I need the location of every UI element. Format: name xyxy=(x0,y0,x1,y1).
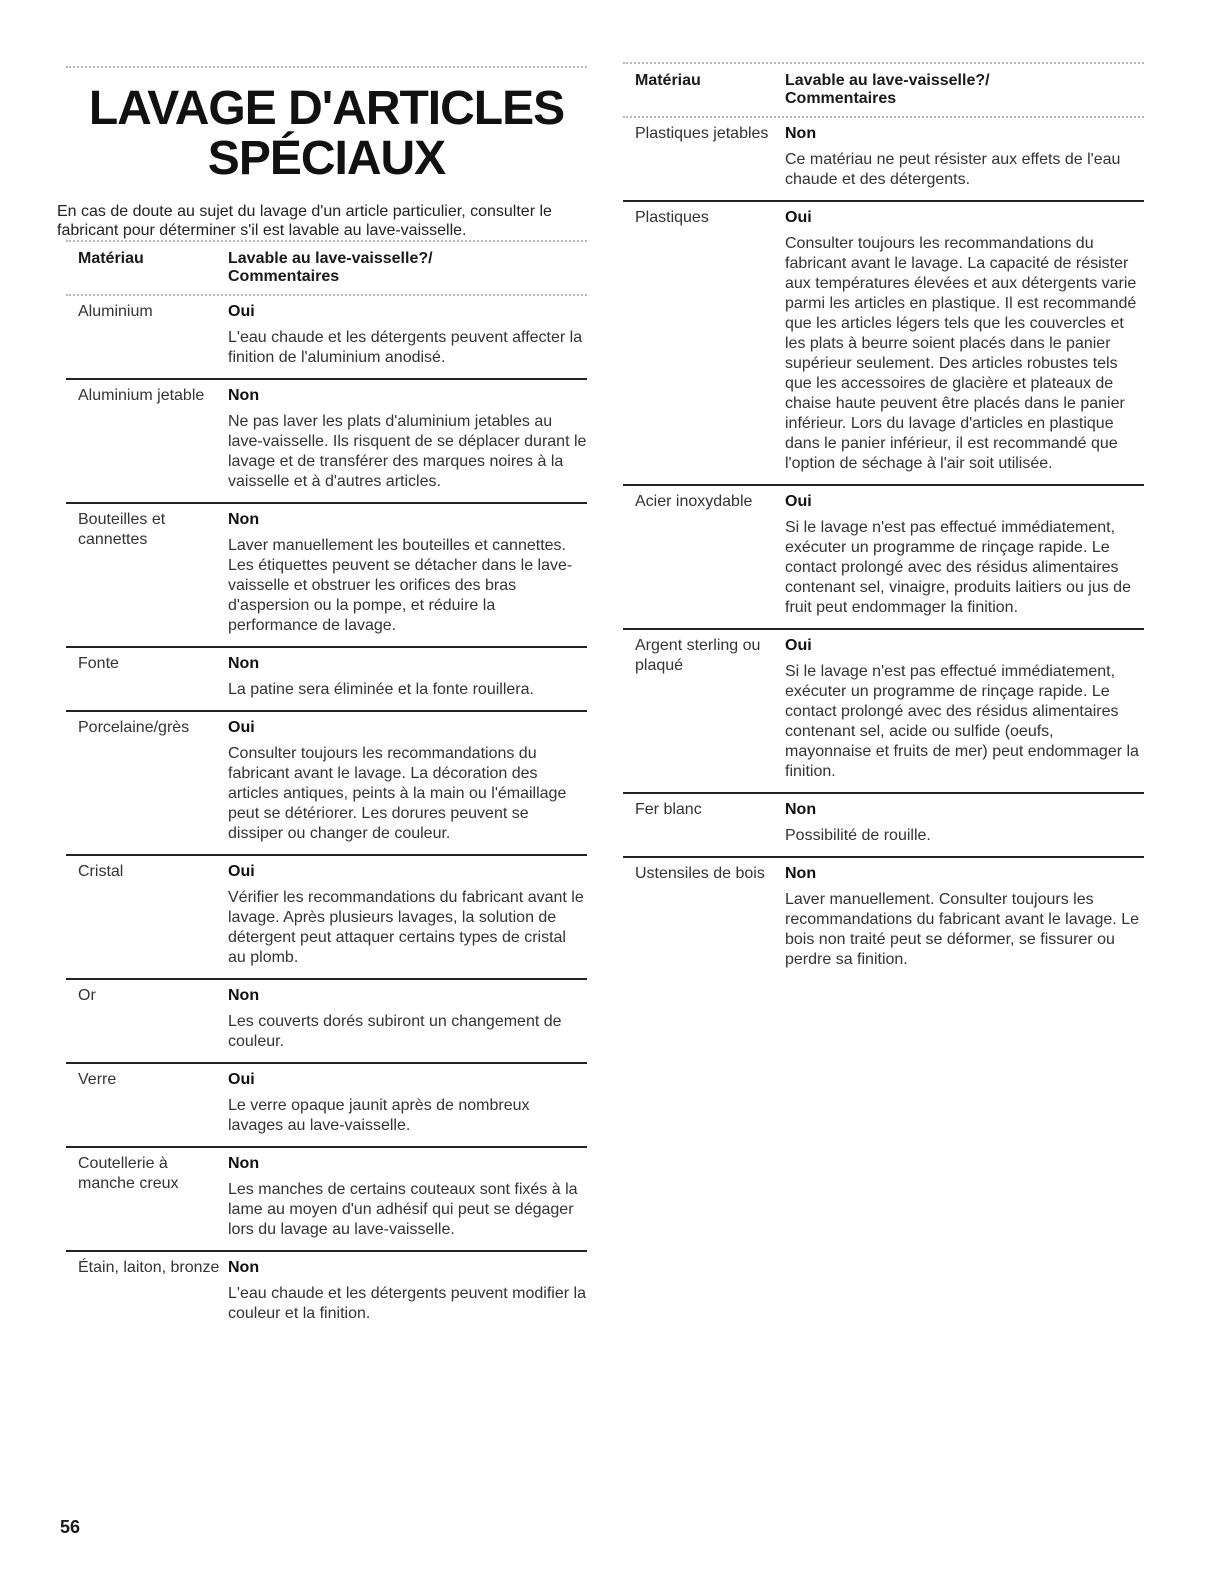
table-row xyxy=(66,1146,587,1250)
table-row xyxy=(66,378,587,502)
comment-text: Si le lavage n'est pas effectué immédiatement, exécuter un programme de rinçage rapide. Le contact prolongé avec des résidus alimentaires contenant sel, vinaigre, produits laitiers ou jus de fruit peut endommager la finition. xyxy=(785,519,1131,616)
comment-text: Les couverts dorés subiront un changement de couleur. xyxy=(228,1013,562,1050)
dishwasher-safe-answer: Oui xyxy=(785,637,812,654)
page-title: LAVAGE D'ARTICLES SPÉCIAUX xyxy=(88,82,565,185)
comment-text: Vérifier les recommandations du fabricant avant le lavage. Après plusieurs lavages, la solution de détergent peut attaquer certains types de cristal au plomb. xyxy=(228,889,584,966)
material-cell: Fer blanc xyxy=(635,801,702,818)
material-cell: Aluminium jetable xyxy=(78,387,205,404)
dishwasher-safe-answer: Non xyxy=(785,801,817,818)
table-row xyxy=(66,854,587,978)
table-row xyxy=(623,628,1144,792)
material-cell: Ustensiles de bois xyxy=(635,865,765,882)
dishwasher-safe-answer: Non xyxy=(228,1259,260,1276)
table-row xyxy=(66,646,587,710)
comment-text: Possibilité de rouille. xyxy=(785,827,931,844)
dishwasher-safe-answer: Non xyxy=(228,987,260,1004)
top-divider xyxy=(66,66,587,68)
table-row xyxy=(623,856,1144,980)
dishwasher-safe-answer: Oui xyxy=(785,493,812,510)
page-number: 56 xyxy=(60,1517,81,1537)
comment-cell xyxy=(785,124,1144,190)
material-cell: Argent sterling ou plaqué xyxy=(635,637,761,674)
comment-text: Consulter toujours les recommandations du fabricant avant le lavage. La capacité de résister aux températures élevées et aux détergents varie parmi les articles en plastique. Il est recommandé que les articles légers tels que les couvercles et les plats à beurre soient placés dans le panier supérieur seulement. Des articles robustes tels que les accessoires de glacière et plateaux de chaise haute peuvent être placés dans le panier inférieur. Lors du lavage d'articles en plastique dans le panier inférieur, il est recommandé que l'option de séchage à l'air soit utilisée. xyxy=(785,235,1137,472)
header-material: Matériau xyxy=(635,72,701,89)
material-cell: Or xyxy=(78,987,96,1004)
material-cell: Plastiques xyxy=(635,209,709,226)
comment-cell xyxy=(785,800,1144,846)
table-row xyxy=(66,1062,587,1146)
material-cell: Plastiques jetables xyxy=(635,125,769,142)
comment-cell xyxy=(228,654,587,700)
header-comments: Lavable au lave-vaisselle?/ Commentaires xyxy=(228,250,433,285)
comment-cell xyxy=(228,302,587,368)
table-row xyxy=(66,1250,587,1334)
table-row xyxy=(623,200,1144,484)
comment-text: Laver manuellement. Consulter toujours les recommandations du fabricant avant le lavage. Le bois non traité peut se déformer, se fissurer ou perdre sa finition. xyxy=(785,891,1139,968)
left-column xyxy=(57,66,587,1334)
header-material: Matériau xyxy=(78,250,144,267)
table-row xyxy=(66,978,587,1062)
comment-cell xyxy=(785,208,1144,474)
comment-text: Le verre opaque jaunit après de nombreux lavages au lave-vaisselle. xyxy=(228,1097,530,1134)
dishwasher-safe-answer: Non xyxy=(785,125,817,142)
material-cell: Bouteilles et cannettes xyxy=(78,511,166,548)
material-cell: Acier inoxydable xyxy=(635,493,753,510)
table-row xyxy=(623,484,1144,628)
comment-text: Si le lavage n'est pas effectué immédiatement, exécuter un programme de rinçage rapide. Le contact prolongé avec des résidus alimentaires contenant sel, acide ou sulfide (oeufs, mayonnaise et fruits de mer) peut endommager la finition. xyxy=(785,663,1139,780)
material-cell: Étain, laiton, bronze xyxy=(78,1259,220,1276)
dishwasher-safe-answer: Oui xyxy=(785,209,812,226)
comment-cell xyxy=(228,1070,587,1136)
table-row xyxy=(623,792,1144,856)
right-column xyxy=(623,62,1144,980)
table-row xyxy=(66,502,587,646)
comment-text: L'eau chaude et les détergents peuvent affecter la finition de l'aluminium anodisé. xyxy=(228,329,583,366)
table-row xyxy=(66,296,587,378)
dishwasher-safe-answer: Non xyxy=(228,511,260,528)
dishwasher-safe-answer: Non xyxy=(228,1155,260,1172)
dishwasher-safe-answer: Non xyxy=(228,655,260,672)
material-cell: Verre xyxy=(78,1071,117,1088)
comment-cell xyxy=(785,864,1144,970)
table-header xyxy=(623,64,1144,116)
comment-cell xyxy=(785,492,1144,618)
dishwasher-safe-answer: Non xyxy=(228,387,260,404)
comment-cell xyxy=(228,510,587,636)
comment-text: Laver manuellement les bouteilles et cannettes. Les étiquettes peuvent se détacher dans le lave-vaisselle et obstruer les orifices des bras d'aspersion ou la pompe, et réduire la performance de lavage. xyxy=(228,537,573,634)
comment-text: La patine sera éliminée et la fonte rouillera. xyxy=(228,681,534,698)
comment-text: Les manches de certains couteaux sont fixés à la lame au moyen d'un adhésif qui peut se dégager lors du lavage au lave-vaisselle. xyxy=(228,1181,578,1238)
table-row xyxy=(66,710,587,854)
material-cell: Cristal xyxy=(78,863,124,880)
comment-text: Ce matériau ne peut résister aux effets de l'eau chaude et des détergents. xyxy=(785,151,1121,188)
dishwasher-safe-answer: Oui xyxy=(228,1071,255,1088)
comment-text: Consulter toujours les recommandations du fabricant avant le lavage. La décoration des articles antiques, peints à la main ou l'émaillage peut se détériorer. Les dorures peuvent se dissiper ou changer de couleur. xyxy=(228,745,567,842)
comment-cell xyxy=(228,1258,587,1324)
comment-text: Ne pas laver les plats d'aluminium jetables au lave-vaisselle. Ils risquent de se déplacer durant le lavage et de transférer des marques noires à la vaisselle et à d'autres articles. xyxy=(228,413,587,490)
dishwasher-safe-answer: Non xyxy=(785,865,817,882)
header-comments: Lavable au lave-vaisselle?/ Commentaires xyxy=(785,72,990,107)
table-header xyxy=(66,242,587,294)
dishwasher-safe-answer: Oui xyxy=(228,303,255,320)
comment-cell xyxy=(228,718,587,844)
material-cell: Fonte xyxy=(78,655,119,672)
right-table xyxy=(623,118,1144,980)
material-cell: Porcelaine/grès xyxy=(78,719,190,736)
comment-cell xyxy=(785,636,1144,782)
dishwasher-safe-answer: Oui xyxy=(228,719,255,736)
comment-cell xyxy=(228,1154,587,1240)
material-cell: Aluminium xyxy=(78,303,153,320)
comment-cell xyxy=(228,862,587,968)
comment-cell xyxy=(228,386,587,492)
intro-text: En cas de doute au sujet du lavage d'un article particulier, consulter le fabricant pour déterminer s'il est lavable au lave-vaisselle. xyxy=(57,203,552,239)
material-cell: Coutellerie à manche creux xyxy=(78,1155,179,1192)
comment-text: L'eau chaude et les détergents peuvent modifier la couleur et la finition. xyxy=(228,1285,586,1322)
comment-cell xyxy=(228,986,587,1052)
dishwasher-safe-answer: Oui xyxy=(228,863,255,880)
left-table xyxy=(66,296,587,1334)
table-row xyxy=(623,118,1144,200)
